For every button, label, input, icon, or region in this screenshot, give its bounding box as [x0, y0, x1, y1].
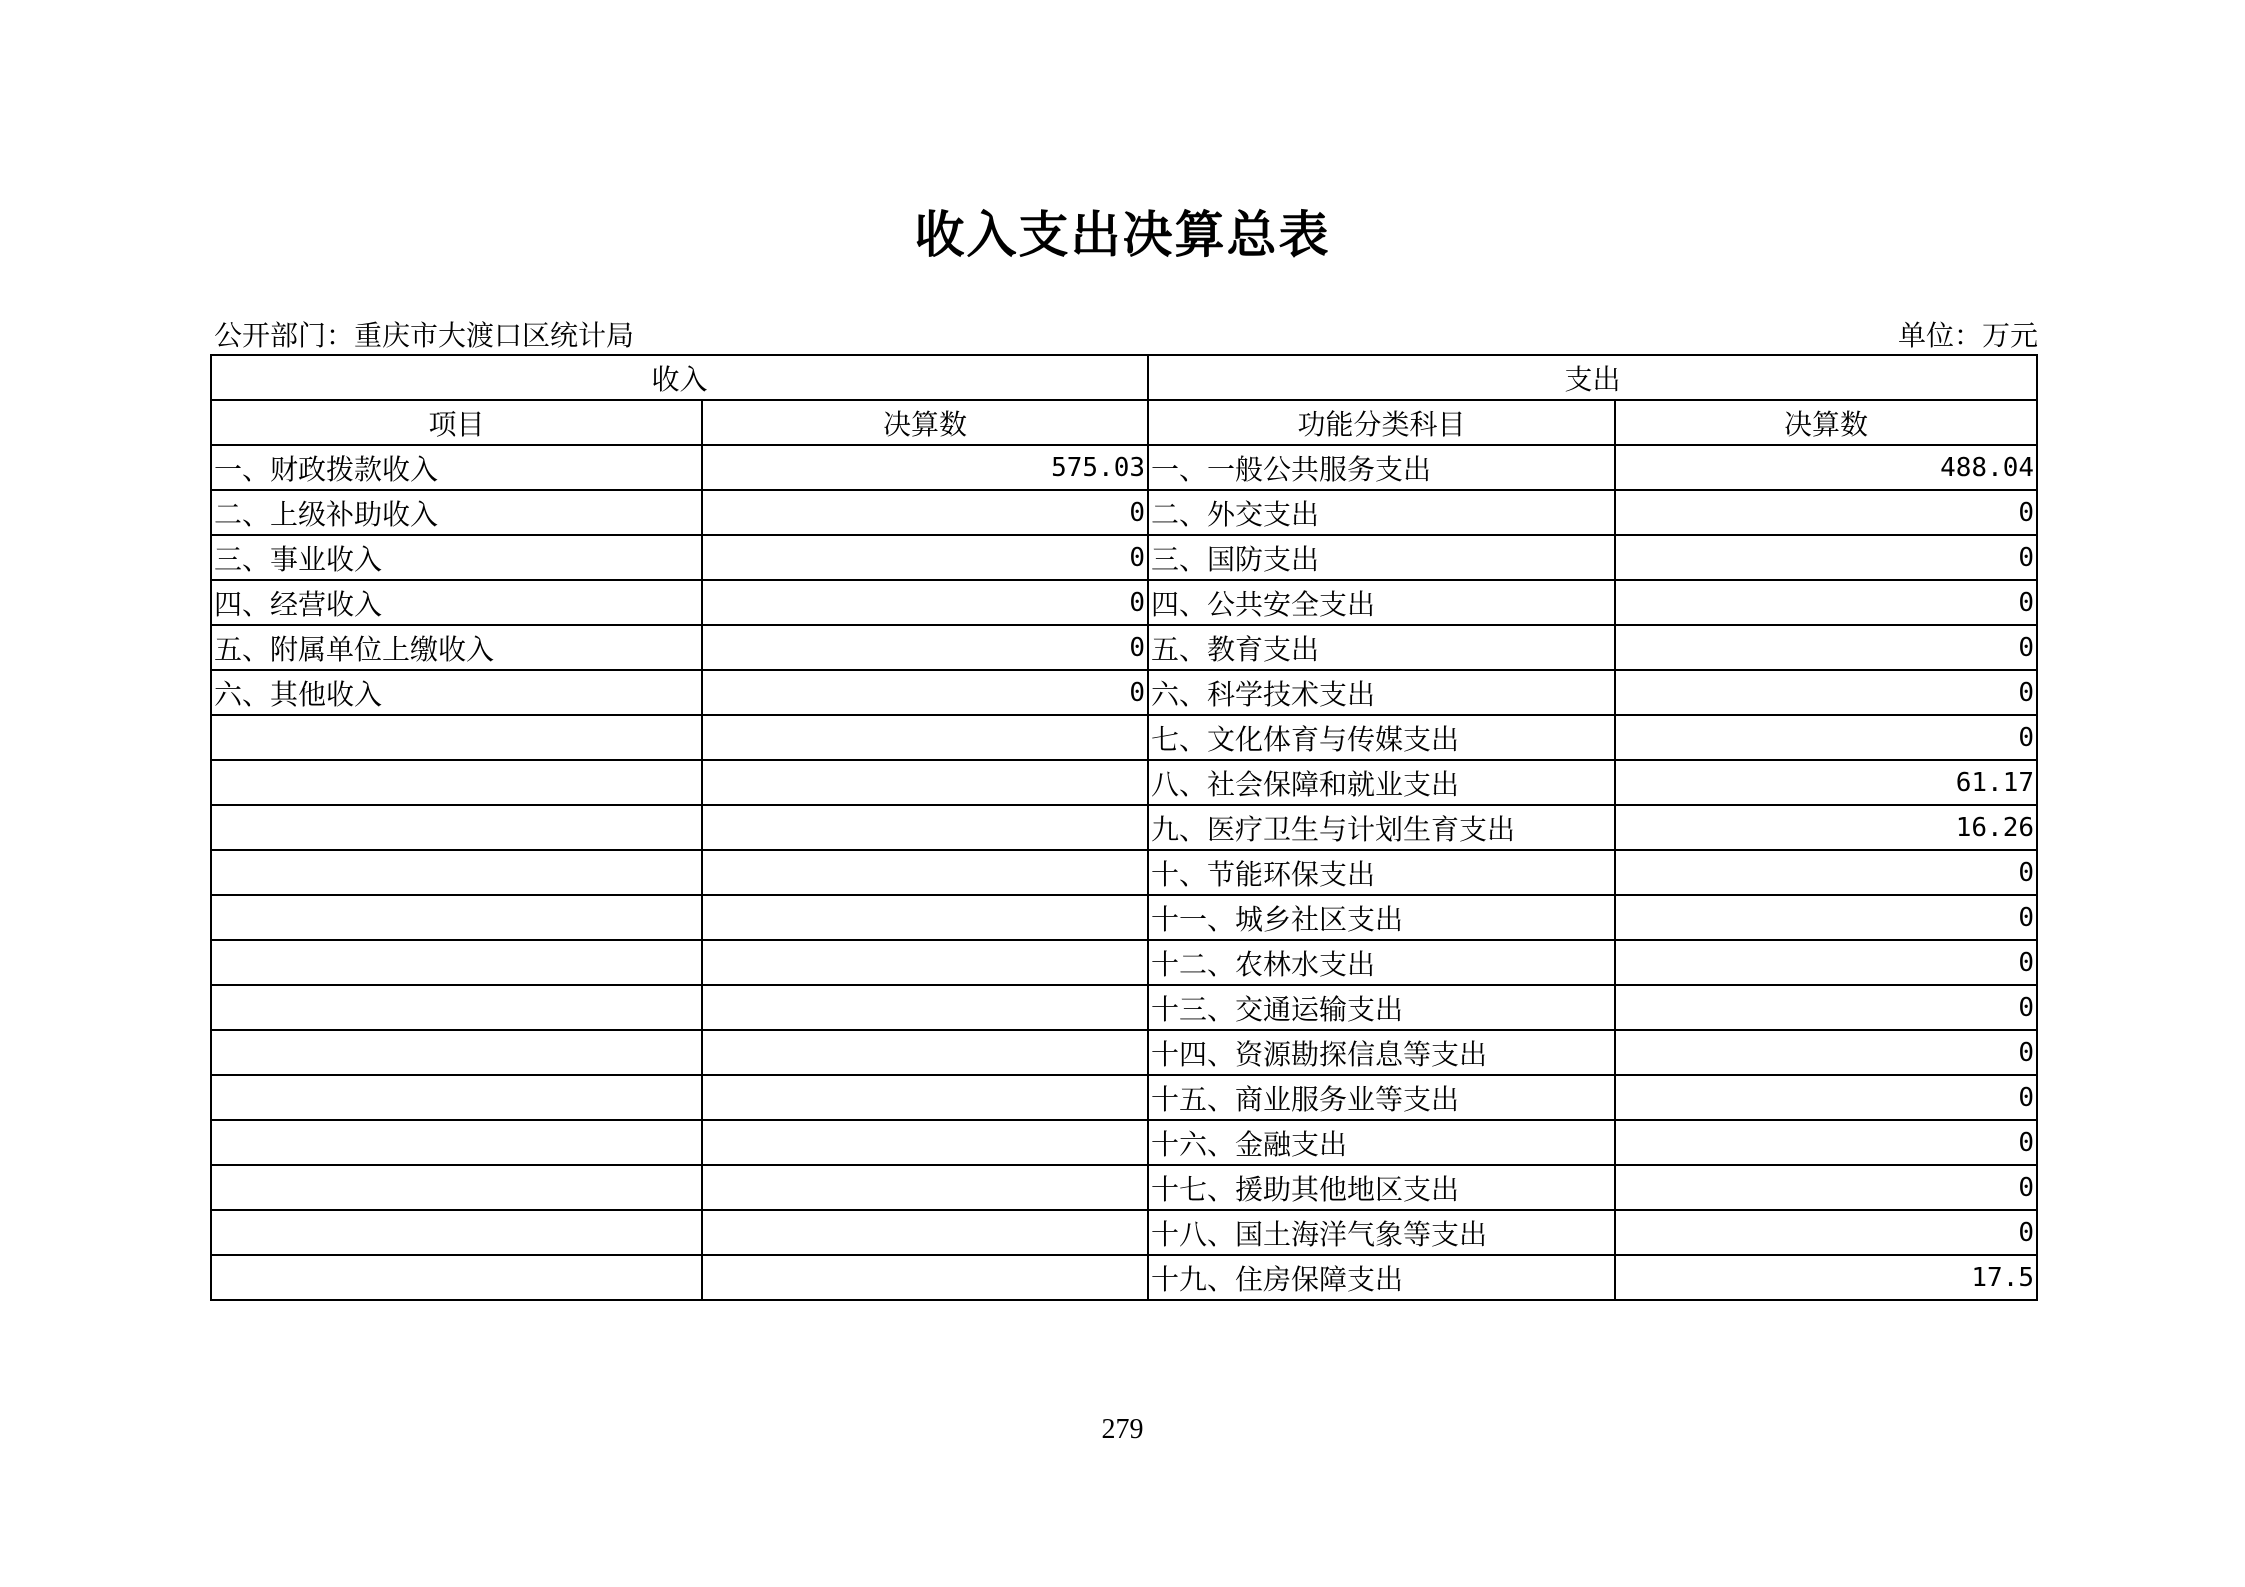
- expense-item-cell: 七、文化体育与传媒支出: [1148, 715, 1615, 760]
- category-column-header: 功能分类科目: [1148, 400, 1615, 445]
- income-item-cell: [211, 1165, 702, 1210]
- income-item-cell: [211, 1210, 702, 1255]
- income-value-cell: 575.03: [702, 445, 1148, 490]
- expense-item-cell: 六、科学技术支出: [1148, 670, 1615, 715]
- income-item-cell: [211, 940, 702, 985]
- expense-item-cell: 十九、住房保障支出: [1148, 1255, 1615, 1300]
- income-value-cell: 0: [702, 580, 1148, 625]
- income-value-cell: [702, 940, 1148, 985]
- income-value-cell: 0: [702, 670, 1148, 715]
- income-expense-table: [210, 354, 2038, 1301]
- table-row: [211, 1075, 2037, 1120]
- expense-value-cell: 0: [1615, 1120, 2037, 1165]
- income-item-cell: [211, 805, 702, 850]
- table-row: [211, 1165, 2037, 1210]
- expense-value-cell: 16.26: [1615, 805, 2037, 850]
- expense-item-cell: 十六、金融支出: [1148, 1120, 1615, 1165]
- income-value-cell: 0: [702, 625, 1148, 670]
- expense-item-cell: 十八、国土海洋气象等支出: [1148, 1210, 1615, 1255]
- expense-item-cell: 十五、商业服务业等支出: [1148, 1075, 1615, 1120]
- income-item-cell: 一、财政拨款收入: [211, 445, 702, 490]
- table-row: [211, 670, 2037, 715]
- expense-value-cell: 61.17: [1615, 760, 2037, 805]
- expense-value-cell: 0: [1615, 580, 2037, 625]
- table-row: [211, 985, 2037, 1030]
- income-item-cell: [211, 1255, 702, 1300]
- income-value-cell: [702, 715, 1148, 760]
- expense-value-cell: 0: [1615, 895, 2037, 940]
- item-column-header: 项目: [211, 400, 702, 445]
- income-item-cell: [211, 850, 702, 895]
- income-value-cell: [702, 895, 1148, 940]
- income-group-header: 收入: [211, 355, 1148, 400]
- table-row: [211, 1120, 2037, 1165]
- income-item-cell: [211, 715, 702, 760]
- expense-value-cell: 17.5: [1615, 1255, 2037, 1300]
- expense-value-cell: 0: [1615, 670, 2037, 715]
- income-value-cell: [702, 1075, 1148, 1120]
- unit-label: 单位：万元: [1897, 319, 2038, 352]
- department-label: 公开部门：重庆市大渡口区统计局: [214, 319, 635, 352]
- income-value-cell: [702, 1030, 1148, 1075]
- table-row: [211, 1255, 2037, 1300]
- income-item-cell: [211, 895, 702, 940]
- income-value-cell: [702, 1120, 1148, 1165]
- expense-item-cell: 十一、城乡社区支出: [1148, 895, 1615, 940]
- expense-group-header: 支出: [1148, 355, 2037, 400]
- table-body: [211, 445, 2037, 1300]
- expense-item-cell: 十三、交通运输支出: [1148, 985, 1615, 1030]
- table-row: [211, 805, 2037, 850]
- expense-item-cell: 十二、农林水支出: [1148, 940, 1615, 985]
- income-value-cell: 0: [702, 490, 1148, 535]
- expense-value-cell: 0: [1615, 625, 2037, 670]
- table-row: [211, 445, 2037, 490]
- expense-item-cell: 十七、援助其他地区支出: [1148, 1165, 1615, 1210]
- income-value-cell: [702, 760, 1148, 805]
- expense-item-cell: 十四、资源勘探信息等支出: [1148, 1030, 1615, 1075]
- income-item-cell: [211, 1030, 702, 1075]
- income-item-cell: 二、上级补助收入: [211, 490, 702, 535]
- expense-item-cell: 三、国防支出: [1148, 535, 1615, 580]
- group-header-row: [211, 355, 2037, 400]
- column-header-row: [211, 400, 2037, 445]
- income-value-cell: [702, 1165, 1148, 1210]
- expense-item-cell: 九、医疗卫生与计划生育支出: [1148, 805, 1615, 850]
- income-item-cell: 四、经营收入: [211, 580, 702, 625]
- income-item-cell: [211, 1075, 702, 1120]
- expense-item-cell: 十、节能环保支出: [1148, 850, 1615, 895]
- income-value-cell: [702, 1255, 1148, 1300]
- expense-item-cell: 四、公共安全支出: [1148, 580, 1615, 625]
- expense-value-cell: 0: [1615, 940, 2037, 985]
- income-item-cell: [211, 1120, 702, 1165]
- expense-item-cell: 八、社会保障和就业支出: [1148, 760, 1615, 805]
- income-value-cell: [702, 1210, 1148, 1255]
- table-row: [211, 895, 2037, 940]
- income-value-cell: [702, 850, 1148, 895]
- table-row: [211, 850, 2037, 895]
- page-title: 收入支出决算总表: [914, 205, 1331, 264]
- table-row: [211, 940, 2037, 985]
- expense-value-cell: 0: [1615, 490, 2037, 535]
- income-item-cell: 五、附属单位上缴收入: [211, 625, 702, 670]
- page-number: 279: [1101, 1414, 1144, 1445]
- expense-value-cell: 0: [1615, 1165, 2037, 1210]
- table-row: [211, 1210, 2037, 1255]
- expense-item-cell: 五、教育支出: [1148, 625, 1615, 670]
- table-row: [211, 715, 2037, 760]
- expense-value-cell: 0: [1615, 1210, 2037, 1255]
- expense-value-cell: 0: [1615, 1030, 2037, 1075]
- expense-value-cell: 488.04: [1615, 445, 2037, 490]
- income-value-cell: [702, 805, 1148, 850]
- income-item-cell: 三、事业收入: [211, 535, 702, 580]
- income-value-cell: [702, 985, 1148, 1030]
- table-row: [211, 535, 2037, 580]
- expense-value-cell: 0: [1615, 1075, 2037, 1120]
- expense-value-cell: 0: [1615, 850, 2037, 895]
- table-row: [211, 1030, 2037, 1075]
- table-row: [211, 580, 2037, 625]
- table-row: [211, 490, 2037, 535]
- table-row: [211, 625, 2037, 670]
- expense-item-cell: 二、外交支出: [1148, 490, 1615, 535]
- expense-value-cell: 0: [1615, 535, 2037, 580]
- expense-item-cell: 一、一般公共服务支出: [1148, 445, 1615, 490]
- expense-value-cell: 0: [1615, 985, 2037, 1030]
- income-item-cell: [211, 760, 702, 805]
- table-row: [211, 760, 2037, 805]
- income-amount-column-header: 决算数: [702, 400, 1148, 445]
- income-item-cell: 六、其他收入: [211, 670, 702, 715]
- income-item-cell: [211, 985, 702, 1030]
- expense-amount-column-header: 决算数: [1615, 400, 2037, 445]
- income-value-cell: 0: [702, 535, 1148, 580]
- expense-value-cell: 0: [1615, 715, 2037, 760]
